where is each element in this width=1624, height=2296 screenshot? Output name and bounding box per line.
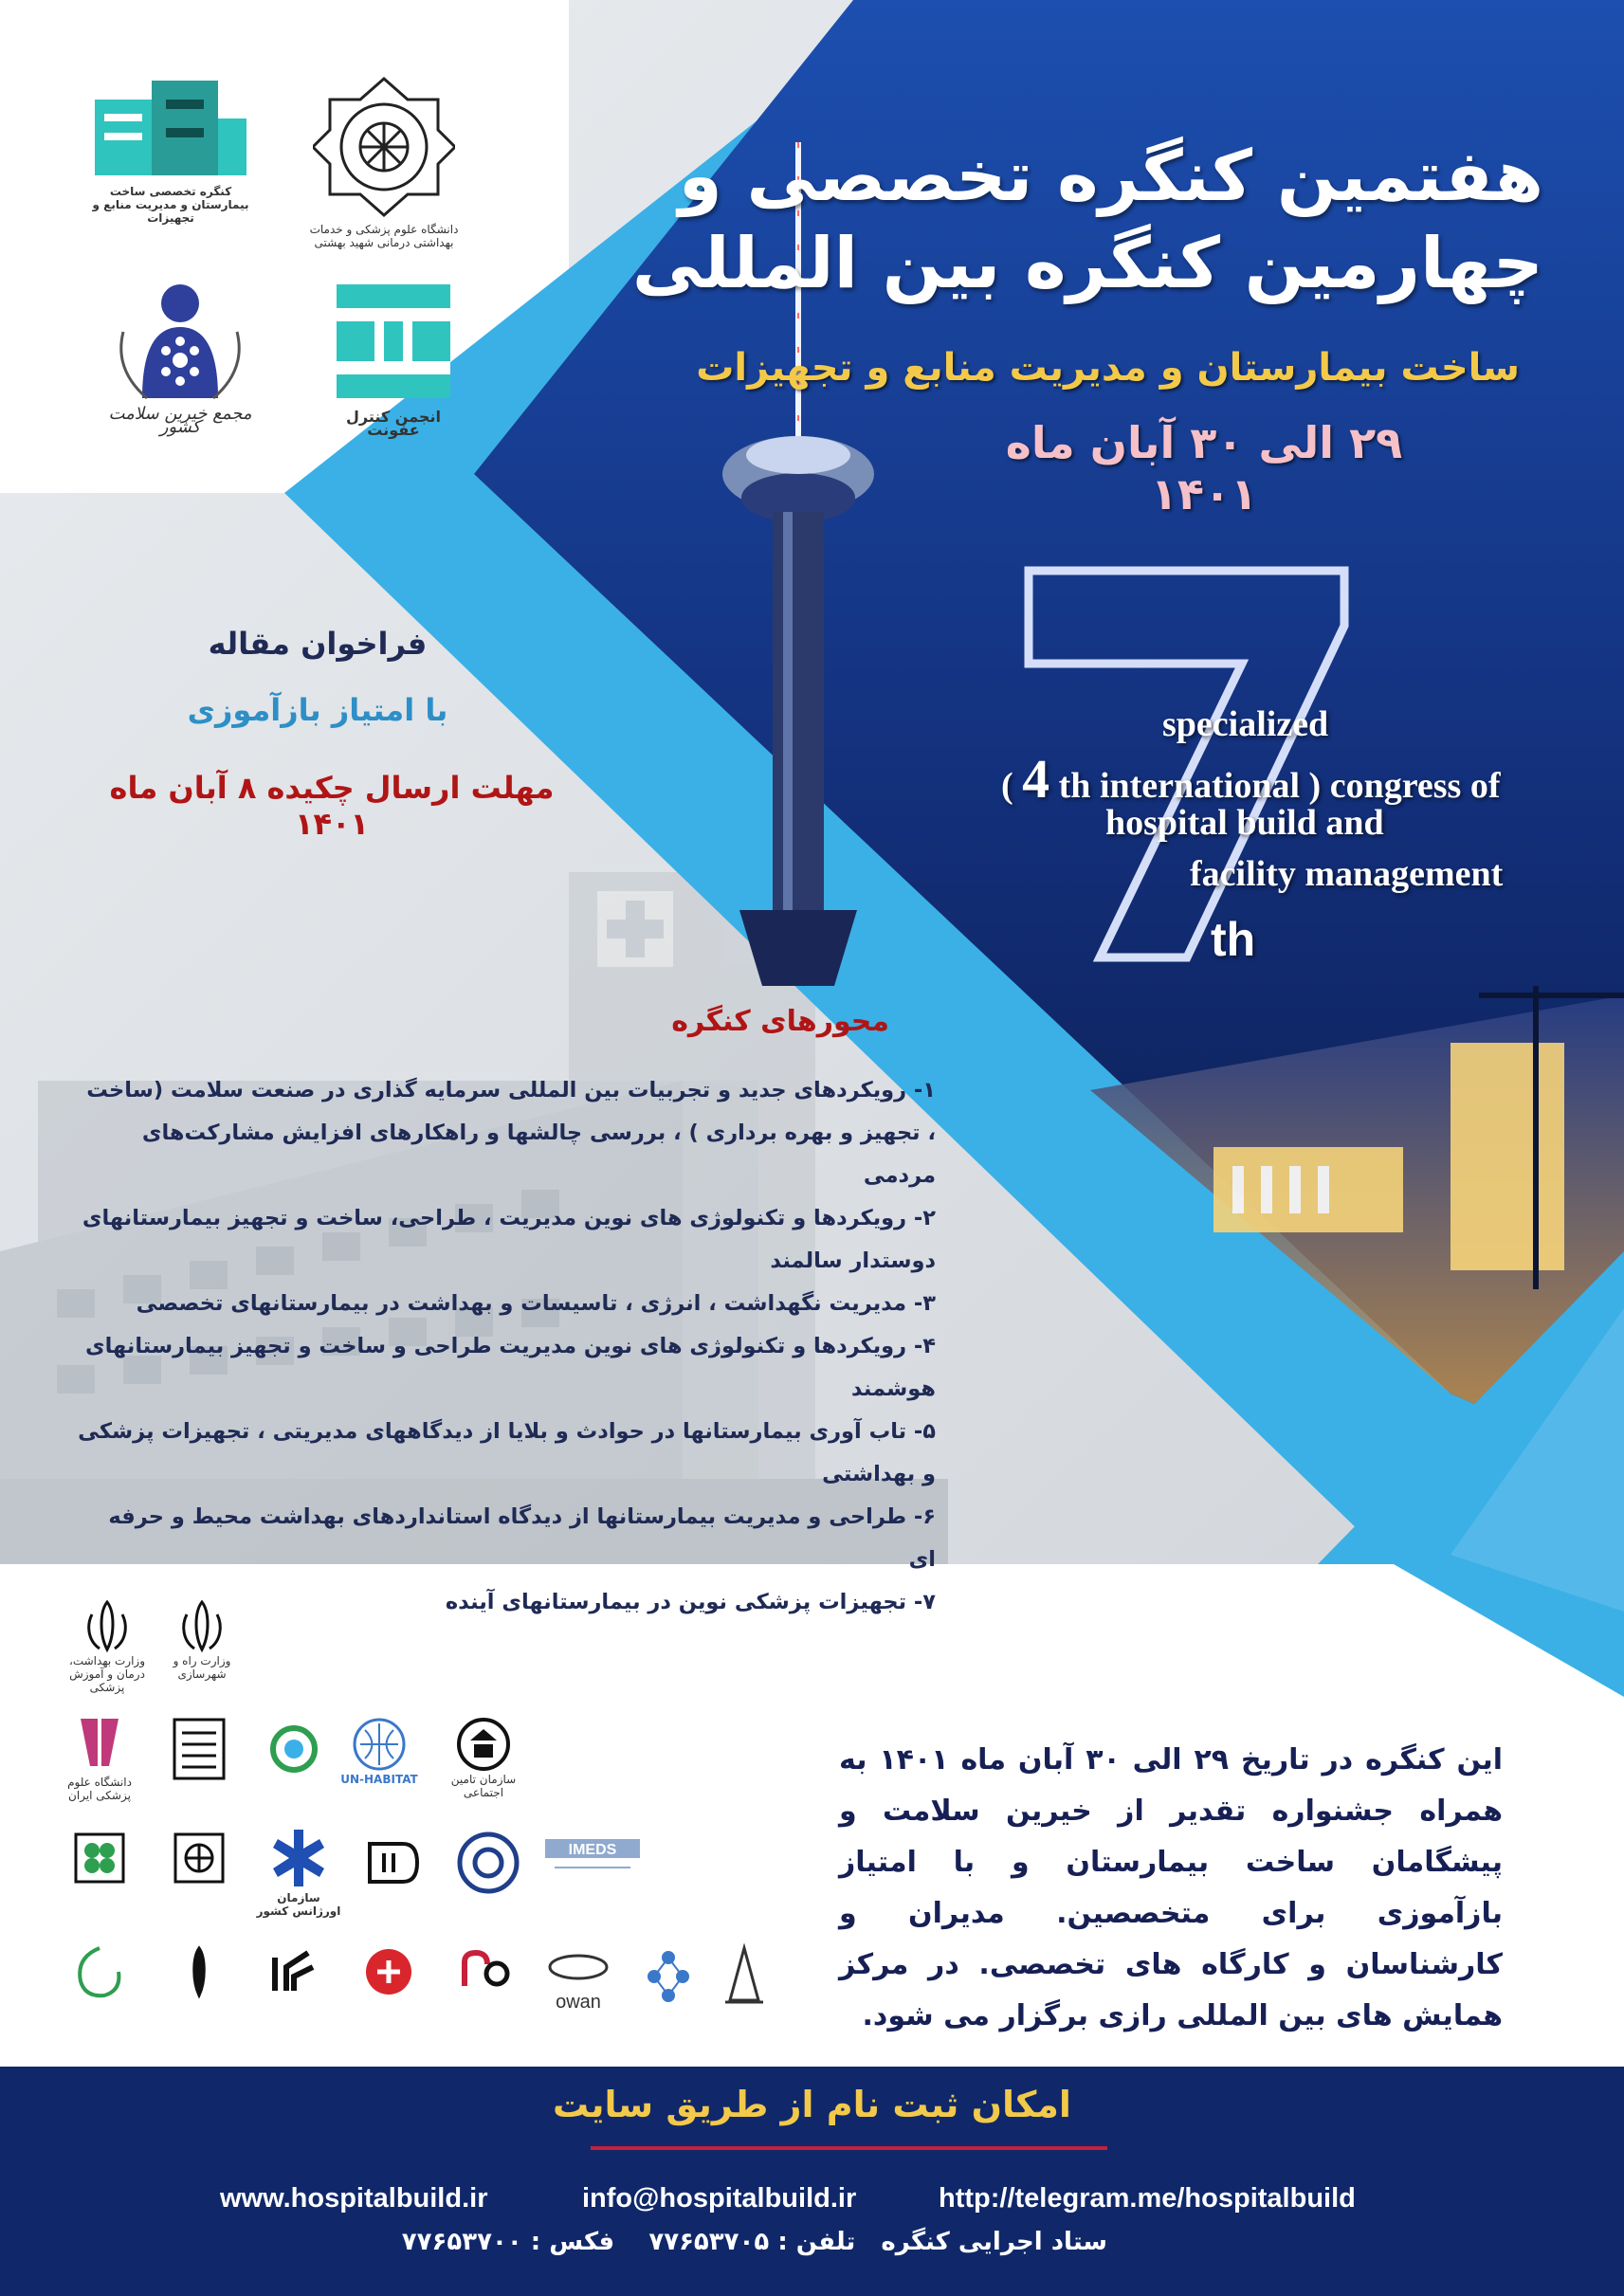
arrows-icon: [265, 1943, 322, 2000]
recycle-leaf-icon: [265, 1716, 322, 1782]
axis-item-5: ۵- تاب آوری بیمارستانها در حوادث و بلایا از دیدگاههای مدیریتی ، تجهیزات پزشکی و بهداشتی: [78, 1419, 936, 1486]
social-security-icon: [455, 1716, 512, 1773]
sponsor-logo: [161, 1830, 237, 1886]
website-link[interactable]: www.hospitalbuild.ir: [220, 2183, 488, 2214]
red-circle-icon: [360, 1943, 417, 2000]
title-line-1: هفتمین کنگره تخصصی و: [678, 136, 1543, 217]
benefactors-caption: مجمع خیرین سلامت کشور: [108, 404, 252, 437]
sponsor-logo: [446, 1830, 531, 1896]
subtitle: ساخت بیمارستان و مدیریت منابع و تجهیزات: [696, 346, 1520, 390]
congress-logo: [76, 71, 265, 225]
axes-list: [78, 1069, 936, 1624]
info-paragraph: این کنگره در تاریخ ۲۹ الی ۳۰ آبان ماه ۱۴۰۱ به همراه جشنواره تقدیر از خیرین سلامت و پیشگامان ساخت بیمارستان و با امتیاز بازآموزی برای متخصصین. مدیران و کارشناسان و کارگاه های تخصصی. در مرکز همایش های بین المللی رازی برگزار می شود.: [839, 1743, 1503, 2032]
ro-icon: [455, 1943, 512, 2000]
sponsor-logo: [161, 1943, 237, 2000]
sponsor-logo: [446, 1943, 521, 2000]
iran-emblem-icon: [79, 1597, 136, 1654]
iran-emblem-icon: [173, 1597, 230, 1654]
axes-heading: محورهای کنگره: [671, 1005, 889, 1038]
call-for-papers-heading: فراخوان مقاله: [208, 626, 428, 662]
owan-icon: [545, 1948, 611, 1995]
sponsor-logo: [256, 1825, 341, 1918]
sponsor-logo: [57, 1709, 142, 1802]
sponsor-caption: وزارت بهداشت، درمان و آموزش پزشکی: [68, 1654, 146, 1694]
un-habitat-icon: [346, 1716, 412, 1773]
sponsor-logo: [540, 1834, 645, 1882]
contact-info: ستاد اجرایی کنگره تلفن : ۷۷۶۵۳۷۰۵ فکس : ۷۷۶۵۳۷۰۰: [401, 2228, 1107, 2256]
axis-item-6: ۶- طراحی و مدیریت بیمارستانها از دیدگاه استانداردهای بهداشت محیط و حرفه ای: [108, 1504, 936, 1572]
sponsor-caption: دانشگاه علوم پزشکی ایران: [67, 1776, 132, 1802]
sponsor-caption: وزارت راه و شهرسازی: [173, 1654, 231, 1681]
congress-dates: ۲۹ الی ۳۰ آبان ماه ۱۴۰۱: [1005, 417, 1403, 519]
title-line-2: چهارمین کنگره بین المللی: [631, 223, 1543, 304]
grid-emblem-icon: [171, 1830, 228, 1886]
sponsor-logo: [332, 1716, 427, 1786]
imeds-icon: [545, 1834, 640, 1882]
benefactors-emblem-icon: [109, 275, 251, 408]
english-number-4: 4: [1022, 748, 1050, 810]
axis-item-2: ۲- رویکردها و تکنولوژی های نوین مدیریت ، طراحی، ساخت و تجهیز بیمارستانهای دوستدار سالمند: [82, 1206, 936, 1273]
sponsor-logo: [436, 1716, 531, 1799]
sponsor-logo: [64, 1597, 150, 1694]
sponsor-logo: [57, 1830, 142, 1886]
axis-item-7: ۷- تجهیزات پزشکی نوین در بیمارستانهای آینده: [445, 1590, 936, 1614]
english-line-3: hospital build and: [1105, 803, 1384, 843]
sponsor-logo: [256, 1716, 332, 1782]
english-th: th: [1211, 913, 1256, 966]
sponsor-logo: [540, 1948, 616, 2013]
emergency-star-icon: [265, 1825, 332, 1891]
iran-emblem-small-icon: [175, 1943, 223, 2000]
benefactors-logo: [90, 275, 270, 437]
registration-note: امکان ثبت نام از طریق سایت: [553, 2084, 1071, 2125]
green-emblem-icon: [71, 1830, 128, 1886]
english-line-1: specialized: [1162, 704, 1329, 744]
sponsor-caption: سازمان تامین اجتماعی: [450, 1773, 517, 1799]
sponsor-caption: owan: [556, 1992, 601, 2013]
sponsor-logo: [351, 1943, 427, 2000]
english-line-4: facility management: [1190, 854, 1504, 894]
sharif-icon: [455, 1830, 521, 1896]
english-line-2-rest: th international ) congress of: [1058, 766, 1501, 806]
university-emblem-icon: [313, 71, 455, 223]
medical-university-icon: [71, 1709, 128, 1776]
infection-control-icon: [332, 280, 455, 403]
sponsor-logo: [711, 1943, 777, 2010]
abstract-deadline: مهلت ارسال چکیده ۸ آبان ماه ۱۴۰۱: [109, 770, 555, 842]
beheshti-icon: [171, 1716, 228, 1782]
engineering-org-icon: [360, 1830, 427, 1896]
sponsor-logo: [351, 1830, 436, 1896]
cme-points-label: با امتیاز بازآموزی: [187, 692, 448, 728]
axis-item-4: ۴- رویکردها و تکنولوژی های نوین مدیریت طراحی و ساخت و تجهیز بیمارستانهای هوشمند: [84, 1334, 936, 1401]
molecule-icon: [640, 1943, 697, 2010]
green-leaf-icon: [66, 1939, 133, 2005]
university-logo: [299, 71, 469, 249]
sponsor-logo: [159, 1597, 245, 1681]
svg-text:IMEDS: IMEDS: [568, 1842, 617, 1858]
sponsor-logo: [256, 1943, 332, 2000]
english-line-2: [1001, 747, 1501, 811]
sponsor-logos: [57, 1597, 796, 2052]
congress-building-icon: [85, 71, 256, 185]
sponsor-caption: UN-HABITAT: [340, 1773, 418, 1786]
infection-control-caption: انجمن کنترل عفونت: [346, 408, 441, 439]
university-caption: دانشگاه علوم پزشکی و خدمات بهداشتی درمانی شهید بهشتی: [309, 223, 459, 249]
sponsor-caption: سازمان اورژانس کشور: [256, 1891, 341, 1918]
sponsor-logo: [630, 1943, 706, 2010]
sponsor-logo: [161, 1716, 237, 1782]
axis-item-3: ۳- مدیریت نگهداشت ، انرژی ، تاسیسات و بهداشت در بیمارستانهای تخصصی: [136, 1291, 936, 1316]
sponsor-logo: [57, 1939, 142, 2005]
title-block: [595, 133, 1543, 307]
congress-logo-caption: کنگره تخصصی ساخت بیمارستان و مدیریت منابع و تجهیزات: [92, 185, 249, 225]
telegram-link[interactable]: http://telegram.me/hospitalbuild: [939, 2183, 1356, 2214]
infection-control-logo: [318, 280, 469, 437]
axis-item-1: ۱- رویکردهای جدید و تجربیات بین المللی سرمایه گذاری در صنعت سلامت (ساخت ، تجهیز و بهره برداری ) ، بررسی چالشها و راهکارهای افزایش مشارکت‌های مردمی: [86, 1078, 936, 1188]
email-link[interactable]: info@hospitalbuild.ir: [582, 2183, 857, 2214]
tower-emblem-icon: [721, 1943, 768, 2010]
english-paren: (: [1001, 766, 1013, 806]
